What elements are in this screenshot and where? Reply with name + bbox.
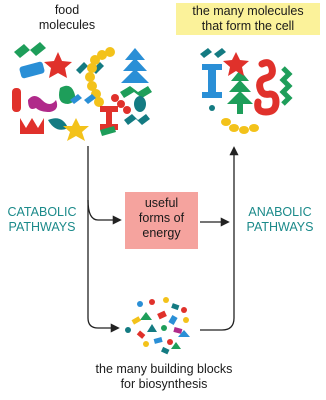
block-rect: [137, 331, 146, 339]
food-zigzag-teal-2: [124, 114, 150, 125]
catabolic-main-arrow: [88, 146, 118, 328]
food-bar-red: [12, 88, 21, 112]
catabolic-line1: CATABOLIC: [7, 205, 77, 219]
food-zigzag-green: [14, 42, 46, 58]
blocks-to-anabolic-arrow: [200, 148, 234, 330]
block-dot: [167, 339, 173, 345]
cell-zigzag-teal: [200, 48, 226, 58]
food-star-red: [44, 52, 72, 78]
cell-tree-green: [227, 70, 253, 114]
useful-line1: useful: [144, 196, 179, 210]
block-rect: [132, 316, 141, 324]
anabolic-line1: ANABOLIC: [248, 205, 312, 219]
block-rect: [171, 303, 179, 310]
food-label-line2: molecules: [38, 18, 96, 32]
food-crown-red: [20, 118, 44, 134]
block-dot: [149, 299, 155, 305]
food-oval-teal: [134, 96, 146, 112]
building-blocks-cluster: [125, 297, 190, 354]
useful-line3: energy: [142, 226, 181, 240]
block-triangle: [147, 324, 157, 332]
food-star-yellow: [63, 118, 89, 141]
cell-molecules-cluster: [200, 48, 289, 134]
food-leaf-teal: [48, 118, 68, 130]
block-dot: [125, 327, 131, 333]
cell-label-line2: that form the cell: [201, 19, 295, 33]
block-rect: [173, 327, 182, 334]
cell-label-line1: the many molecules: [192, 4, 304, 18]
block-dot: [163, 297, 169, 303]
catabolic-line2: PATHWAYS: [8, 220, 76, 234]
anabolic-line2: PATHWAYS: [246, 220, 314, 234]
cell-dot-teal: [209, 105, 215, 111]
block-rect: [154, 337, 163, 344]
arrows: [88, 146, 234, 330]
food-ibeam-red: [100, 106, 118, 130]
cell-ibeam-blue: [202, 64, 222, 98]
useful-line2: forms of: [138, 211, 185, 225]
food-molecules-cluster: [12, 42, 152, 141]
block-rect: [161, 347, 169, 354]
block-rect: [157, 311, 167, 320]
cell-zigzag-green: [283, 68, 289, 104]
block-dot: [181, 307, 187, 313]
food-label-line1: food: [54, 3, 80, 17]
food-zigzag-green-2: [120, 86, 152, 98]
cell-star-red: [223, 52, 249, 76]
block-dot: [161, 325, 167, 331]
food-tree-blue: [121, 48, 149, 83]
block-dot: [143, 341, 149, 347]
blocks-line2: for biosynthesis: [120, 377, 208, 391]
blocks-line1: the many building blocks: [95, 362, 233, 376]
block-triangle: [140, 312, 152, 320]
food-rect-blue: [19, 61, 45, 79]
cell-chain-red: [258, 63, 276, 112]
block-dot: [183, 317, 189, 323]
cell-beads-yellow: [221, 118, 259, 134]
food-dumbbell-purple: [28, 96, 57, 112]
block-dot: [137, 301, 143, 307]
block-rect: [168, 315, 177, 325]
catabolic-energy-arrow: [88, 200, 120, 220]
